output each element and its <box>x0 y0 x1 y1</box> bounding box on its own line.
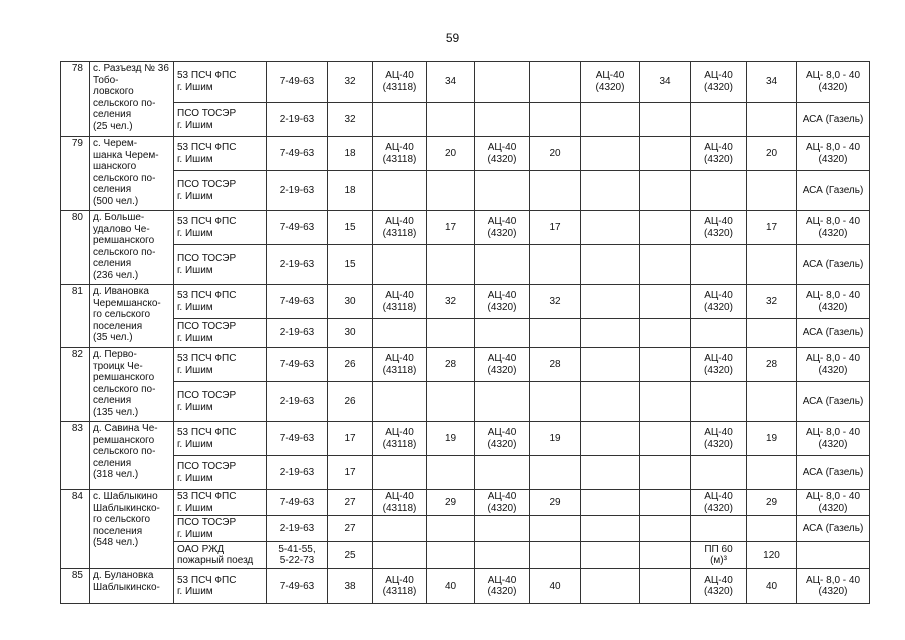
time4-cell <box>747 516 797 542</box>
time4-cell <box>747 171 797 211</box>
time3-cell <box>640 103 691 137</box>
row-number-cell: 78 <box>61 62 90 137</box>
vehicle3-cell <box>581 211 640 245</box>
phone-cell: 7-49-63 <box>267 348 328 382</box>
time3-cell <box>640 382 691 422</box>
time2-cell: 17 <box>530 211 581 245</box>
table-row <box>61 382 870 422</box>
time-cell: 18 <box>328 171 373 211</box>
extra-vehicle-cell: АЦ- 8,0 - 40 (4320) <box>797 348 870 382</box>
extra-vehicle-cell <box>797 542 870 569</box>
time1-cell <box>427 382 475 422</box>
time4-cell: 20 <box>747 137 797 171</box>
time2-cell <box>530 62 581 103</box>
time1-cell: 17 <box>427 211 475 245</box>
vehicle2-cell: АЦ-40 (4320) <box>475 422 530 456</box>
vehicle2-cell: АЦ-40 (4320) <box>475 569 530 604</box>
vehicle2-cell <box>475 319 530 348</box>
time2-cell: 20 <box>530 137 581 171</box>
vehicle1-cell <box>373 103 427 137</box>
vehicle4-cell <box>691 516 747 542</box>
vehicle4-cell: АЦ-40 (4320) <box>691 422 747 456</box>
row-number-cell: 84 <box>61 490 90 569</box>
vehicle3-cell <box>581 285 640 319</box>
vehicle3-cell <box>581 422 640 456</box>
vehicle4-cell: АЦ-40 (4320) <box>691 348 747 382</box>
time2-cell <box>530 245 581 285</box>
time4-cell: 34 <box>747 62 797 103</box>
vehicle2-cell: АЦ-40 (4320) <box>475 137 530 171</box>
vehicle3-cell <box>581 569 640 604</box>
fire-response-table <box>60 61 870 604</box>
time4-cell: 40 <box>747 569 797 604</box>
row-number-cell: 85 <box>61 569 90 604</box>
time3-cell <box>640 490 691 516</box>
vehicle4-cell <box>691 382 747 422</box>
time4-cell <box>747 103 797 137</box>
time1-cell: 29 <box>427 490 475 516</box>
table-row <box>61 319 870 348</box>
vehicle4-cell <box>691 456 747 490</box>
vehicle4-cell: ПП 60 (м)³ <box>691 542 747 569</box>
table-row <box>61 569 870 604</box>
table-row <box>61 245 870 285</box>
vehicle2-cell <box>475 382 530 422</box>
extra-vehicle-cell: АЦ- 8,0 - 40 (4320) <box>797 285 870 319</box>
phone-cell: 7-49-63 <box>267 422 328 456</box>
table-row <box>61 285 870 319</box>
unit-cell: 53 ПСЧ ФПС г. Ишим <box>174 211 267 245</box>
page-number: 59 <box>445 31 460 45</box>
unit-cell: ПСО ТОСЭР г. Ишим <box>174 171 267 211</box>
row-number-cell: 81 <box>61 285 90 348</box>
vehicle2-cell <box>475 171 530 211</box>
vehicle3-cell <box>581 245 640 285</box>
vehicle2-cell <box>475 245 530 285</box>
vehicle4-cell: АЦ-40 (4320) <box>691 285 747 319</box>
time2-cell <box>530 542 581 569</box>
time3-cell <box>640 285 691 319</box>
time3-cell <box>640 542 691 569</box>
time3-cell <box>640 245 691 285</box>
unit-cell: 53 ПСЧ ФПС г. Ишим <box>174 285 267 319</box>
vehicle2-cell: АЦ-40 (4320) <box>475 285 530 319</box>
unit-cell: ПСО ТОСЭР г. Ишим <box>174 319 267 348</box>
time2-cell: 40 <box>530 569 581 604</box>
time1-cell: 34 <box>427 62 475 103</box>
time1-cell <box>427 245 475 285</box>
unit-cell: ПСО ТОСЭР г. Ишим <box>174 382 267 422</box>
time2-cell: 32 <box>530 285 581 319</box>
time3-cell <box>640 319 691 348</box>
time3-cell <box>640 456 691 490</box>
time2-cell <box>530 456 581 490</box>
vehicle1-cell <box>373 542 427 569</box>
unit-cell: ПСО ТОСЭР г. Ишим <box>174 516 267 542</box>
time-cell: 17 <box>328 422 373 456</box>
phone-cell: 7-49-63 <box>267 490 328 516</box>
vehicle3-cell <box>581 319 640 348</box>
time2-cell: 28 <box>530 348 581 382</box>
time3-cell <box>640 211 691 245</box>
time1-cell <box>427 516 475 542</box>
vehicle4-cell <box>691 319 747 348</box>
unit-cell: 53 ПСЧ ФПС г. Ишим <box>174 422 267 456</box>
time1-cell: 20 <box>427 137 475 171</box>
time2-cell <box>530 171 581 211</box>
vehicle1-cell <box>373 456 427 490</box>
phone-cell: 2-19-63 <box>267 319 328 348</box>
phone-cell: 2-19-63 <box>267 103 328 137</box>
unit-cell: ПСО ТОСЭР г. Ишим <box>174 103 267 137</box>
vehicle1-cell: АЦ-40 (43118) <box>373 211 427 245</box>
vehicle2-cell <box>475 103 530 137</box>
settlement-cell: с. Черем- шанка Черем- шанского сельского по- селения (500 чел.) <box>90 137 174 211</box>
row-number-cell: 80 <box>61 211 90 285</box>
settlement-cell: д. Савина Че- ремшанского сельского по- селения (318 чел.) <box>90 422 174 490</box>
time2-cell <box>530 516 581 542</box>
time3-cell <box>640 422 691 456</box>
table-row <box>61 211 870 245</box>
time-cell: 38 <box>328 569 373 604</box>
extra-vehicle-cell: АСА (Газель) <box>797 103 870 137</box>
time3-cell: 34 <box>640 62 691 103</box>
time-cell: 27 <box>328 516 373 542</box>
vehicle1-cell: АЦ-40 (43118) <box>373 137 427 171</box>
time-cell: 15 <box>328 245 373 285</box>
vehicle3-cell <box>581 171 640 211</box>
table-row <box>61 490 870 516</box>
vehicle1-cell <box>373 171 427 211</box>
time4-cell: 19 <box>747 422 797 456</box>
time1-cell <box>427 171 475 211</box>
table-row <box>61 137 870 171</box>
vehicle4-cell: АЦ-40 (4320) <box>691 211 747 245</box>
time-cell: 18 <box>328 137 373 171</box>
time-cell: 25 <box>328 542 373 569</box>
phone-cell: 2-19-63 <box>267 516 328 542</box>
table-body <box>61 62 870 604</box>
unit-cell: 53 ПСЧ ФПС г. Ишим <box>174 490 267 516</box>
time3-cell <box>640 516 691 542</box>
vehicle2-cell: АЦ-40 (4320) <box>475 348 530 382</box>
time1-cell <box>427 542 475 569</box>
extra-vehicle-cell: АЦ- 8,0 - 40 (4320) <box>797 62 870 103</box>
extra-vehicle-cell: АЦ- 8,0 - 40 (4320) <box>797 211 870 245</box>
vehicle3-cell <box>581 516 640 542</box>
extra-vehicle-cell: АЦ- 8,0 - 40 (4320) <box>797 422 870 456</box>
settlement-cell: д. Перво- троицк Че- ремшанского сельского по- селения (135 чел.) <box>90 348 174 422</box>
row-number-cell: 83 <box>61 422 90 490</box>
time1-cell: 32 <box>427 285 475 319</box>
extra-vehicle-cell: АСА (Газель) <box>797 382 870 422</box>
vehicle4-cell <box>691 171 747 211</box>
unit-cell: 53 ПСЧ ФПС г. Ишим <box>174 348 267 382</box>
vehicle1-cell <box>373 382 427 422</box>
vehicle1-cell <box>373 516 427 542</box>
vehicle4-cell: АЦ-40 (4320) <box>691 137 747 171</box>
vehicle4-cell <box>691 245 747 285</box>
phone-cell: 2-19-63 <box>267 456 328 490</box>
phone-cell: 7-49-63 <box>267 62 328 103</box>
settlement-cell: д. Булановка Шаблыкинско- <box>90 569 174 604</box>
extra-vehicle-cell: АЦ- 8,0 - 40 (4320) <box>797 569 870 604</box>
table-row <box>61 171 870 211</box>
extra-vehicle-cell: АСА (Газель) <box>797 319 870 348</box>
extra-vehicle-cell: АСА (Газель) <box>797 245 870 285</box>
time2-cell <box>530 382 581 422</box>
unit-cell: 53 ПСЧ ФПС г. Ишим <box>174 137 267 171</box>
time4-cell: 120 <box>747 542 797 569</box>
time4-cell <box>747 456 797 490</box>
vehicle1-cell <box>373 245 427 285</box>
vehicle1-cell <box>373 319 427 348</box>
phone-cell: 2-19-63 <box>267 171 328 211</box>
unit-cell: ОАО РЖД пожарный поезд <box>174 542 267 569</box>
table-row <box>61 348 870 382</box>
time-cell: 17 <box>328 456 373 490</box>
vehicle2-cell: АЦ-40 (4320) <box>475 211 530 245</box>
time-cell: 30 <box>328 319 373 348</box>
vehicle1-cell: АЦ-40 (43118) <box>373 490 427 516</box>
time2-cell: 19 <box>530 422 581 456</box>
table-row <box>61 516 870 542</box>
vehicle2-cell <box>475 456 530 490</box>
time4-cell <box>747 245 797 285</box>
row-number-cell: 79 <box>61 137 90 211</box>
extra-vehicle-cell: АСА (Газель) <box>797 456 870 490</box>
table-row <box>61 62 870 103</box>
table-row <box>61 422 870 456</box>
time4-cell: 32 <box>747 285 797 319</box>
time1-cell: 40 <box>427 569 475 604</box>
vehicle4-cell: АЦ-40 (4320) <box>691 569 747 604</box>
vehicle1-cell: АЦ-40 (43118) <box>373 62 427 103</box>
extra-vehicle-cell: АЦ- 8,0 - 40 (4320) <box>797 137 870 171</box>
vehicle3-cell <box>581 490 640 516</box>
row-number-cell: 82 <box>61 348 90 422</box>
time-cell: 27 <box>328 490 373 516</box>
unit-cell: 53 ПСЧ ФПС г. Ишим <box>174 569 267 604</box>
time-cell: 26 <box>328 348 373 382</box>
time2-cell: 29 <box>530 490 581 516</box>
unit-cell: ПСО ТОСЭР г. Ишим <box>174 456 267 490</box>
unit-cell: ПСО ТОСЭР г. Ишим <box>174 245 267 285</box>
time2-cell <box>530 319 581 348</box>
vehicle1-cell: АЦ-40 (43118) <box>373 285 427 319</box>
phone-cell: 2-19-63 <box>267 245 328 285</box>
extra-vehicle-cell: АЦ- 8,0 - 40 (4320) <box>797 490 870 516</box>
time4-cell <box>747 382 797 422</box>
vehicle3-cell <box>581 456 640 490</box>
phone-cell: 2-19-63 <box>267 382 328 422</box>
vehicle2-cell <box>475 62 530 103</box>
time1-cell <box>427 319 475 348</box>
unit-cell: 53 ПСЧ ФПС г. Ишим <box>174 62 267 103</box>
vehicle4-cell: АЦ-40 (4320) <box>691 62 747 103</box>
vehicle2-cell <box>475 516 530 542</box>
time-cell: 26 <box>328 382 373 422</box>
time4-cell: 28 <box>747 348 797 382</box>
time4-cell: 17 <box>747 211 797 245</box>
extra-vehicle-cell: АСА (Газель) <box>797 516 870 542</box>
vehicle1-cell: АЦ-40 (43118) <box>373 348 427 382</box>
time1-cell: 19 <box>427 422 475 456</box>
table-row <box>61 456 870 490</box>
vehicle4-cell <box>691 103 747 137</box>
vehicle1-cell: АЦ-40 (43118) <box>373 422 427 456</box>
phone-cell: 7-49-63 <box>267 569 328 604</box>
settlement-cell: с. Шаблыкино Шаблыкинско- го сельского поселения (548 чел.) <box>90 490 174 569</box>
phone-cell: 7-49-63 <box>267 211 328 245</box>
vehicle3-cell <box>581 348 640 382</box>
time-cell: 15 <box>328 211 373 245</box>
vehicle3-cell: АЦ-40 (4320) <box>581 62 640 103</box>
vehicle3-cell <box>581 542 640 569</box>
phone-cell: 7-49-63 <box>267 285 328 319</box>
table-row <box>61 103 870 137</box>
time2-cell <box>530 103 581 137</box>
time3-cell <box>640 137 691 171</box>
time1-cell: 28 <box>427 348 475 382</box>
time4-cell: 29 <box>747 490 797 516</box>
time-cell: 32 <box>328 103 373 137</box>
phone-cell: 7-49-63 <box>267 137 328 171</box>
time1-cell <box>427 456 475 490</box>
settlement-cell: д. Больше- удалово Че- ремшанского сельского по- селения (236 чел.) <box>90 211 174 285</box>
settlement-cell: д. Ивановка Черемшанско- го сельского поселения (35 чел.) <box>90 285 174 348</box>
vehicle2-cell <box>475 542 530 569</box>
vehicle2-cell: АЦ-40 (4320) <box>475 490 530 516</box>
vehicle3-cell <box>581 137 640 171</box>
vehicle3-cell <box>581 103 640 137</box>
time3-cell <box>640 348 691 382</box>
time-cell: 30 <box>328 285 373 319</box>
extra-vehicle-cell: АСА (Газель) <box>797 171 870 211</box>
phone-cell: 5-41-55, 5-22-73 <box>267 542 328 569</box>
vehicle4-cell: АЦ-40 (4320) <box>691 490 747 516</box>
table-row <box>61 542 870 569</box>
time1-cell <box>427 103 475 137</box>
vehicle3-cell <box>581 382 640 422</box>
time3-cell <box>640 171 691 211</box>
vehicle1-cell: АЦ-40 (43118) <box>373 569 427 604</box>
time-cell: 32 <box>328 62 373 103</box>
time3-cell <box>640 569 691 604</box>
settlement-cell: с. Разъезд № 36 Тобо- ловского сельского по- селения (25 чел.) <box>90 62 174 137</box>
time4-cell <box>747 319 797 348</box>
